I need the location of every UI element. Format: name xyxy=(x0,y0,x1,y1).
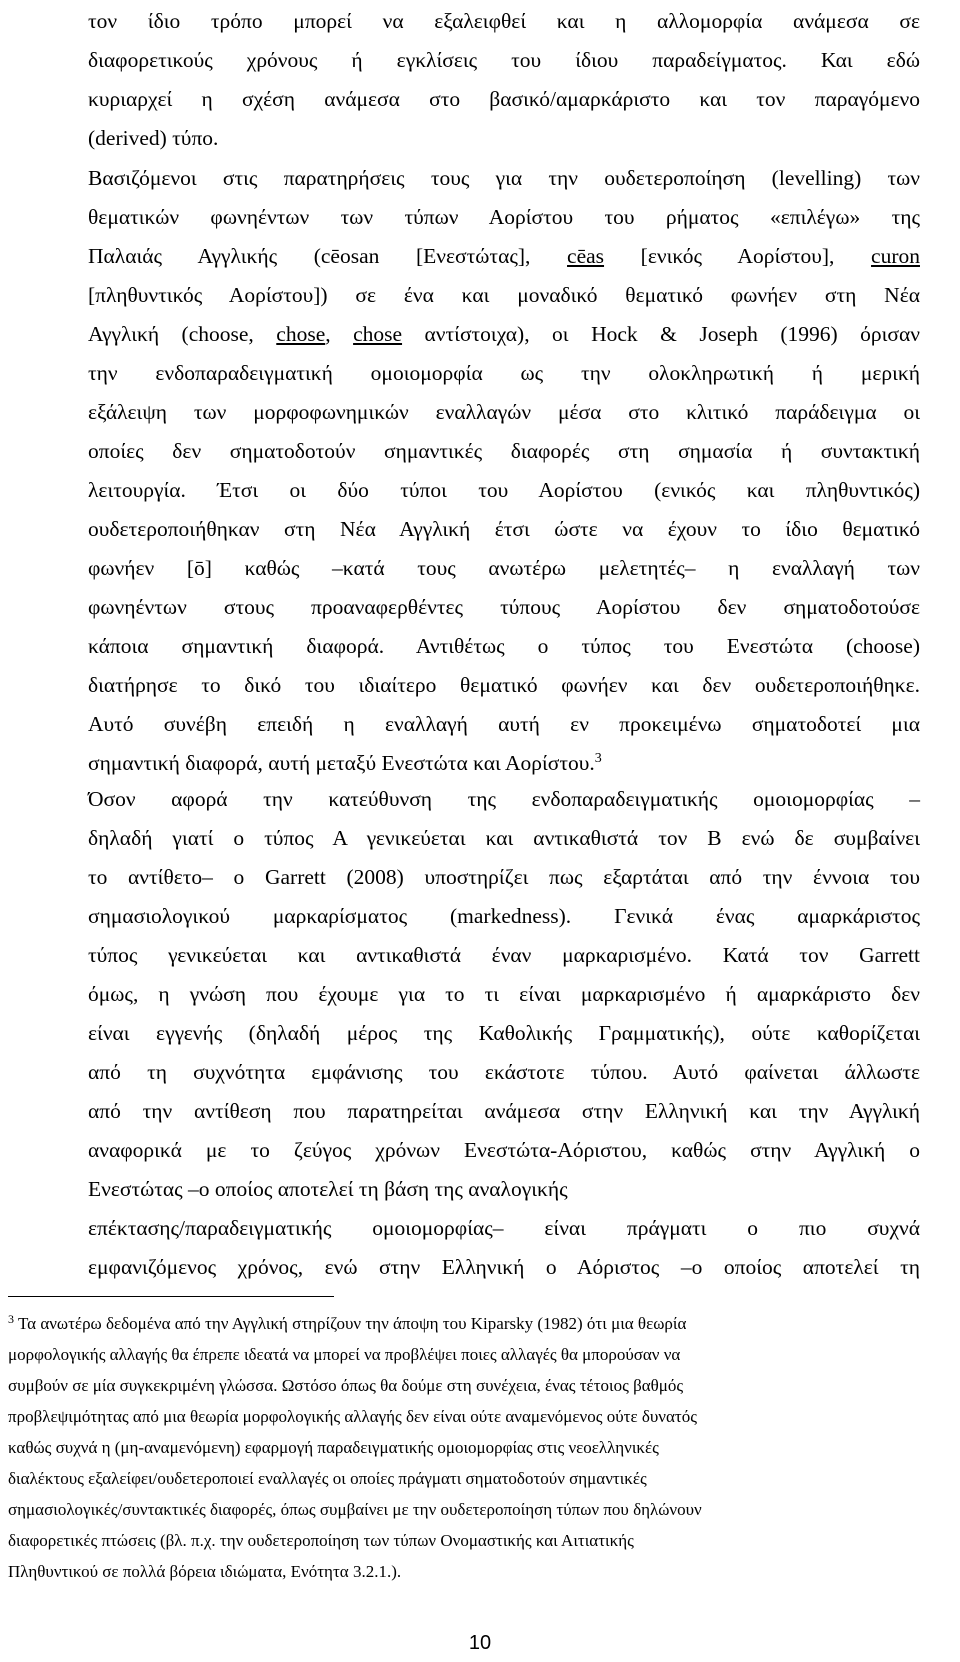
old-english-form: cēosan xyxy=(320,244,380,268)
text-line: από τη συχνότητα εμφάνισης του εκάστοτε τύπου. Αυτό φαίνεται άλλωστε xyxy=(88,1060,920,1084)
text-line: εμφανιζόμενος χρόνος, ενώ στην Ελληνική ο Αόριστος –ο οποίος αποτελεί τη xyxy=(88,1255,920,1279)
text-run: [Ενεστώτας], xyxy=(379,244,568,268)
text-line: Όσον αφορά την κατεύθυνση της ενδοπαραδειγματικής ομοιομορφίας – xyxy=(88,787,920,811)
text-line: οποίες δεν σηματοδοτούν σημαντικές διαφορές στη σημασία ή συντακτική xyxy=(88,439,920,463)
text-line: [πληθυντικός Αορίστου]) σε ένα και μοναδικό θεματικό φωνήεν στη Νέα xyxy=(88,283,920,307)
text-line: το αντίθετο– ο Garrett (2008) υποστηρίζει πως εξαρτάται από την έννοια του xyxy=(88,865,920,889)
underlined-form: curon xyxy=(871,244,920,268)
text-line: λειτουργία. Έτσι οι δύο τύποι του Αορίστου (ενικός και πληθυντικός) xyxy=(88,478,920,502)
text-line xyxy=(88,744,920,783)
text-line: εξάλειψη των μορφοφωνημικών εναλλαγών μέσα στο κλιτικό παράδειγμα οι xyxy=(88,400,920,424)
text-run: , xyxy=(325,322,354,346)
footnote-reference[interactable]: 3 xyxy=(594,751,602,766)
underlined-form: cēas xyxy=(567,244,605,268)
text-line xyxy=(88,237,920,276)
text-line: φωνήεν [ō] καθώς –κατά τους ανωτέρω μελετητές– η εναλλαγή των xyxy=(88,556,920,580)
text-line: σημασιολογικού μαρκαρίσματος (markedness). Γενικά ένας αμαρκάριστος xyxy=(88,904,920,928)
text-line: διαφορετικούς χρόνους ή εγκλίσεις του ίδιου παραδείγματος. Και εδώ xyxy=(88,48,920,72)
text-line xyxy=(88,315,920,354)
paragraph-direction xyxy=(88,780,920,1287)
text-line: Ενεστώτας –ο οποίος αποτελεί τη βάση της αναλογικής xyxy=(88,1177,568,1201)
paragraph-continuation xyxy=(88,2,920,158)
footnote-line: Πληθυντικού σε πολλά βόρεια ιδιώματα, Ενότητα 3.2.1.). xyxy=(8,1562,402,1581)
text-line: είναι εγγενής (δηλαδή μέρος της Καθολικής Γραμματικής), ούτε καθορίζεται xyxy=(88,1021,920,1045)
footnote-line: διαφορετικές πτώσεις (βλ. π.χ. την ουδετεροποίηση των τύπων Ονομαστικής και Αιτιατικής xyxy=(8,1531,634,1550)
text-line: κυριαρχεί η σχέση ανάμεσα στο βασικό/αμαρκάριστο και τον παραγόμενο xyxy=(88,87,920,111)
footnote-line: συμβούν σε μία συγκεκριμένη γλώσσα. Ωστόσο όπως θα δούμε στη συνέχεια, ένας τέτοιος βαθμός xyxy=(8,1376,684,1395)
text-line: φωνηέντων στους προαναφερθέντες τύπους Αορίστου δεν σηματοδοτούσε xyxy=(88,595,920,619)
footnote-line xyxy=(8,1308,920,1339)
text-line: ουδετεροποιήθηκαν στη Νέα Αγγλική έτσι ώστε να έχουν το ίδιο θεματικό xyxy=(88,517,920,541)
text-line: Βασιζόμενοι στις παρατηρήσεις τους για την ουδετεροποίηση (levelling) των xyxy=(88,166,920,190)
footnote-line: προβλεψιμότητας από μια θεωρία μορφολογικής αλλαγής δεν είναι ούτε αναμενόμενος ούτε δυνατός xyxy=(8,1407,697,1426)
text-run: [ενικός Αορίστου], xyxy=(604,244,872,268)
text-line: (derived) τύπο. xyxy=(88,126,219,150)
text-line: τον ίδιο τρόπο μπορεί να εξαλειφθεί και η αλλομορφία ανάμεσα σε xyxy=(88,9,920,33)
text-line: θεματικών φωνηέντων των τύπων Αορίστου του ρήματος «επιλέγω» της xyxy=(88,205,920,229)
text-run: Παλαιάς Αγγλικής ( xyxy=(88,244,321,268)
text-line: όμως, η γνώση που έχουμε για το τι είναι μαρκαρισμένο ή αμαρκάριστο δεν xyxy=(88,982,920,1006)
text-line: επέκτασης/παραδειγματικής ομοιομορφίας– είναι πράγματι ο πιο συχνά xyxy=(88,1216,920,1240)
footnote-line: διαλέκτους εξαλείφει/ουδετεροποιεί εναλλαγές οι οποίες πράγματι σηματοδοτούν σημαντικές xyxy=(8,1469,647,1488)
page-number: 10 xyxy=(468,1632,492,1654)
text-line: αναφορικά με το ζεύγος χρόνων Ενεστώτα-Αόριστου, καθώς στην Αγγλική ο xyxy=(88,1138,920,1162)
text-line: την ενδοπαραδειγματική ομοιομορφία ως την ολοκληρωτική ή μερική xyxy=(88,361,920,385)
footnote-separator xyxy=(8,1296,334,1297)
text-run: Τα ανωτέρω δεδομένα από την Αγγλική στηρίζουν την άποψη του Kiparsky (1982) ότι μια θεωρία xyxy=(14,1314,687,1333)
paragraph-levelling xyxy=(88,159,920,783)
text-line: κάποια σημαντική διαφορά. Αντιθέτως ο τύπος του Ενεστώτα (choose) xyxy=(88,634,920,658)
text-line: Αυτό συνέβη επειδή η εναλλαγή αυτή εν προκειμένω σηματοδοτεί μια xyxy=(88,712,920,736)
underlined-form: chose xyxy=(353,322,403,346)
footnote xyxy=(8,1308,920,1587)
footnote-number: 3 xyxy=(8,1312,14,1326)
text-line: από την αντίθεση που παρατηρείται ανάμεσα στην Ελληνική και την Αγγλική xyxy=(88,1099,920,1123)
text-line: διατήρησε το δικό του ιδιαίτερο θεματικό φωνήεν και δεν ουδετεροποιήθηκε. xyxy=(88,673,920,697)
text-run: Αγγλική (choose, xyxy=(88,322,277,346)
text-line: τύπος γενικεύεται και αντικαθιστά έναν μαρκαρισμένο. Κατά τον Garrett xyxy=(88,943,920,967)
text-run: σημαντική διαφορά, αυτή μεταξύ Ενεστώτα και Αορίστου. xyxy=(88,751,595,775)
text-line: δηλαδή γιατί ο τύπος Α γενικεύεται και αντικαθιστά τον Β ενώ δε συμβαίνει xyxy=(88,826,920,850)
footnote-line: μορφολογικής αλλαγής θα έπρεπε ιδεατά να μπορεί να προβλέψει ποιες αλλαγές θα μπορούσαν να xyxy=(8,1345,681,1364)
footnote-line: σημασιολογικές/συντακτικές διαφορές, όπως συμβαίνει με την ουδετεροποίηση τύπων που δηλώνουν xyxy=(8,1500,702,1519)
footnote-line: καθώς συχνά η (μη-αναμενόμενη) εφαρμογή παραδειγματικής ομοιομορφίας στις νεοελληνικές xyxy=(8,1438,659,1457)
underlined-form: chose xyxy=(276,322,326,346)
text-run: αντίστοιχα), οι Hock & Joseph (1996) όρισαν xyxy=(402,322,920,346)
